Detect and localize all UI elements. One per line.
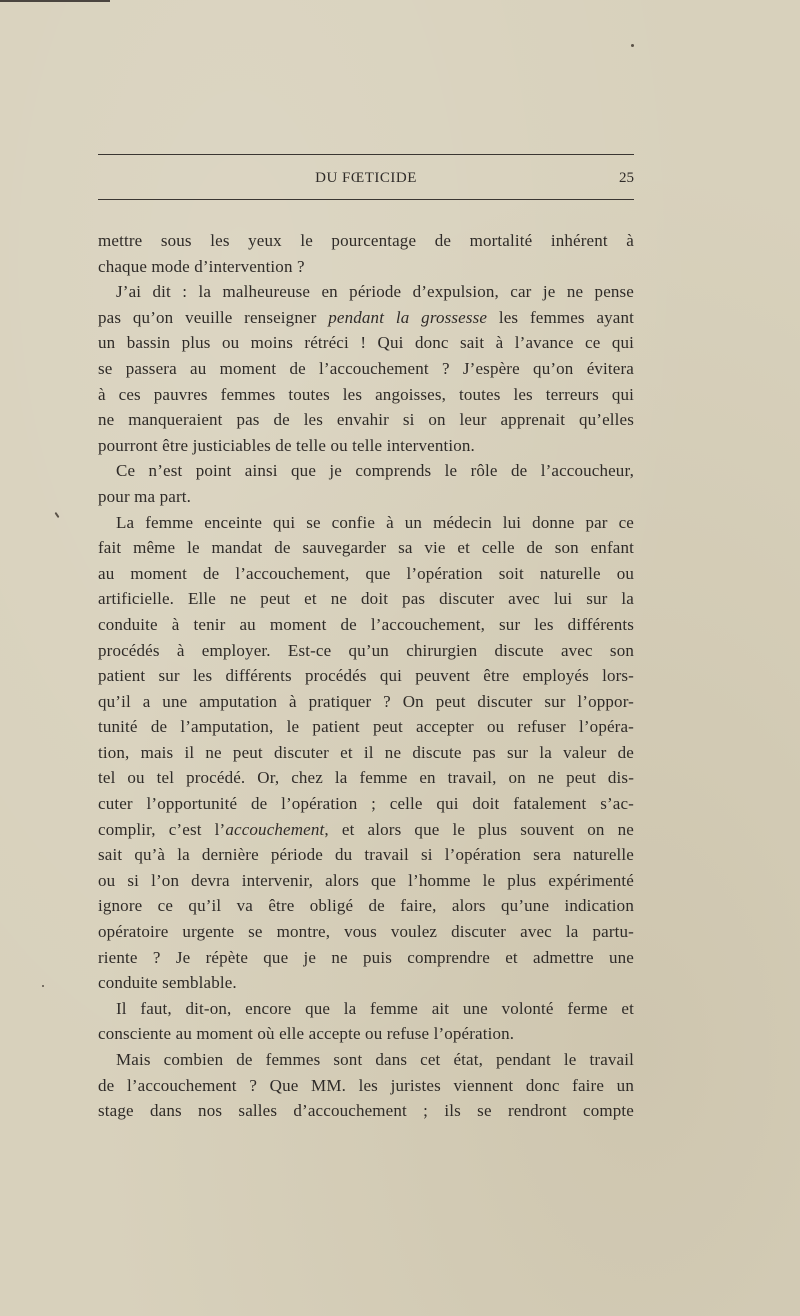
page-number: 25 bbox=[619, 170, 634, 186]
text-line: pour ma part. bbox=[98, 486, 192, 506]
italic-phrase: pendant la grossesse bbox=[328, 307, 488, 327]
text-line: La femme enceinte qui se confie à un médecin lui donne par ce bbox=[116, 512, 634, 532]
ink-speck bbox=[42, 985, 44, 987]
text-line: ou si l’on devra intervenir, alors que l’homme le plus expérimenté bbox=[98, 870, 634, 890]
text-segment: les femmes ayant bbox=[487, 307, 635, 327]
text-line: conduite à tenir au moment de l’accouchement, sur les différents bbox=[98, 614, 634, 634]
text-line bbox=[98, 817, 634, 843]
text-line: Ce n’est point ainsi que je comprends le rôle de l’accoucheur, bbox=[116, 461, 634, 481]
text-line: pourront être justiciables de telle ou telle intervention. bbox=[98, 435, 475, 455]
text-line: opératoire urgente se montre, vous voulez discuter avec la partu- bbox=[98, 922, 634, 942]
text-line: au moment de l’accouchement, que l’opération soit naturelle ou bbox=[98, 563, 634, 583]
text-line: Mais combien de femmes sont dans cet état, pendant le travail bbox=[116, 1050, 634, 1069]
text-segment: pas qu’on veuille renseigner bbox=[98, 307, 329, 327]
text-line: tion, mais il ne peut discuter et il ne discute pas sur la valeur de bbox=[98, 742, 634, 762]
text-line: se passera au moment de l’accouchement ? J’espère qu’on évitera bbox=[98, 358, 634, 378]
text-line: conduite semblable. bbox=[98, 973, 237, 993]
text-line: qu’il a une amputation à pratiquer ? On peut discuter sur l’oppor- bbox=[98, 691, 634, 711]
text-line: à ces pauvres femmes toutes les angoisses, toutes les terreurs qui bbox=[98, 384, 634, 404]
text-line: tunité de l’amputation, le patient peut accepter ou refuser l’opéra- bbox=[98, 717, 634, 737]
text-segment: , et alors que le plus souvent on ne bbox=[324, 819, 634, 839]
header-rule-top bbox=[98, 154, 634, 155]
text-line: de l’accouchement ? Que MM. les juristes viennent donc faire un bbox=[98, 1075, 634, 1095]
text-line: consciente au moment où elle accepte ou refuse l’opération. bbox=[98, 1024, 515, 1044]
text-line: tel ou tel procédé. Or, chez la femme en travail, on ne peut dis- bbox=[98, 768, 634, 788]
text-line: riente ? Je répète que je ne puis comprendre et admettre une bbox=[98, 947, 634, 967]
text-line bbox=[98, 305, 634, 331]
text-line: fait même le mandat de sauvegarder sa vie et celle de son enfant bbox=[98, 538, 634, 558]
text-line: chaque mode d’intervention ? bbox=[98, 256, 305, 276]
running-title: DU FŒTICIDE bbox=[315, 170, 417, 186]
header-rule-bottom bbox=[98, 199, 634, 200]
text-line: ignore ce qu’il va être obligé de faire, alors qu’une indication bbox=[98, 896, 634, 916]
text-line: cuter l’opportunité de l’opération ; celle qui doit fatalement s’ac- bbox=[98, 794, 634, 814]
text-line: procédés à employer. Est-ce qu’un chirurgien discute avec son bbox=[98, 640, 634, 660]
text-line: patient sur les différents procédés qui peuvent être employés lors- bbox=[98, 666, 634, 686]
text-line: artificielle. Elle ne peut et ne doit pas discuter avec lui sur la bbox=[98, 589, 634, 609]
text-segment: complir, c’est l’ bbox=[98, 819, 226, 839]
italic-word: accouchement bbox=[225, 819, 325, 839]
scan-edge-line bbox=[0, 0, 110, 2]
text-line: ne manqueraient pas de les envahir si on leur apprenait qu’elles bbox=[98, 410, 634, 430]
text-line: un bassin plus ou moins rétréci ! Qui donc sait à l’avance ce qui bbox=[98, 333, 634, 353]
ink-speck bbox=[631, 44, 634, 47]
text-line: Il faut, dit-on, encore que la femme ait une volonté ferme et bbox=[116, 998, 634, 1018]
text-line: J’ai dit : la malheureuse en période d’expulsion, car je ne pense bbox=[116, 282, 634, 302]
text-line: mettre sous les yeux le pourcentage de mortalité inhérent à bbox=[98, 231, 634, 250]
body-text bbox=[98, 228, 634, 1124]
text-line: stage dans nos salles d’accouchement ; ils se rendront compte bbox=[98, 1101, 634, 1121]
running-head bbox=[98, 168, 634, 192]
text-line: sait qu’à la dernière période du travail si l’opération sera naturelle bbox=[98, 845, 634, 865]
